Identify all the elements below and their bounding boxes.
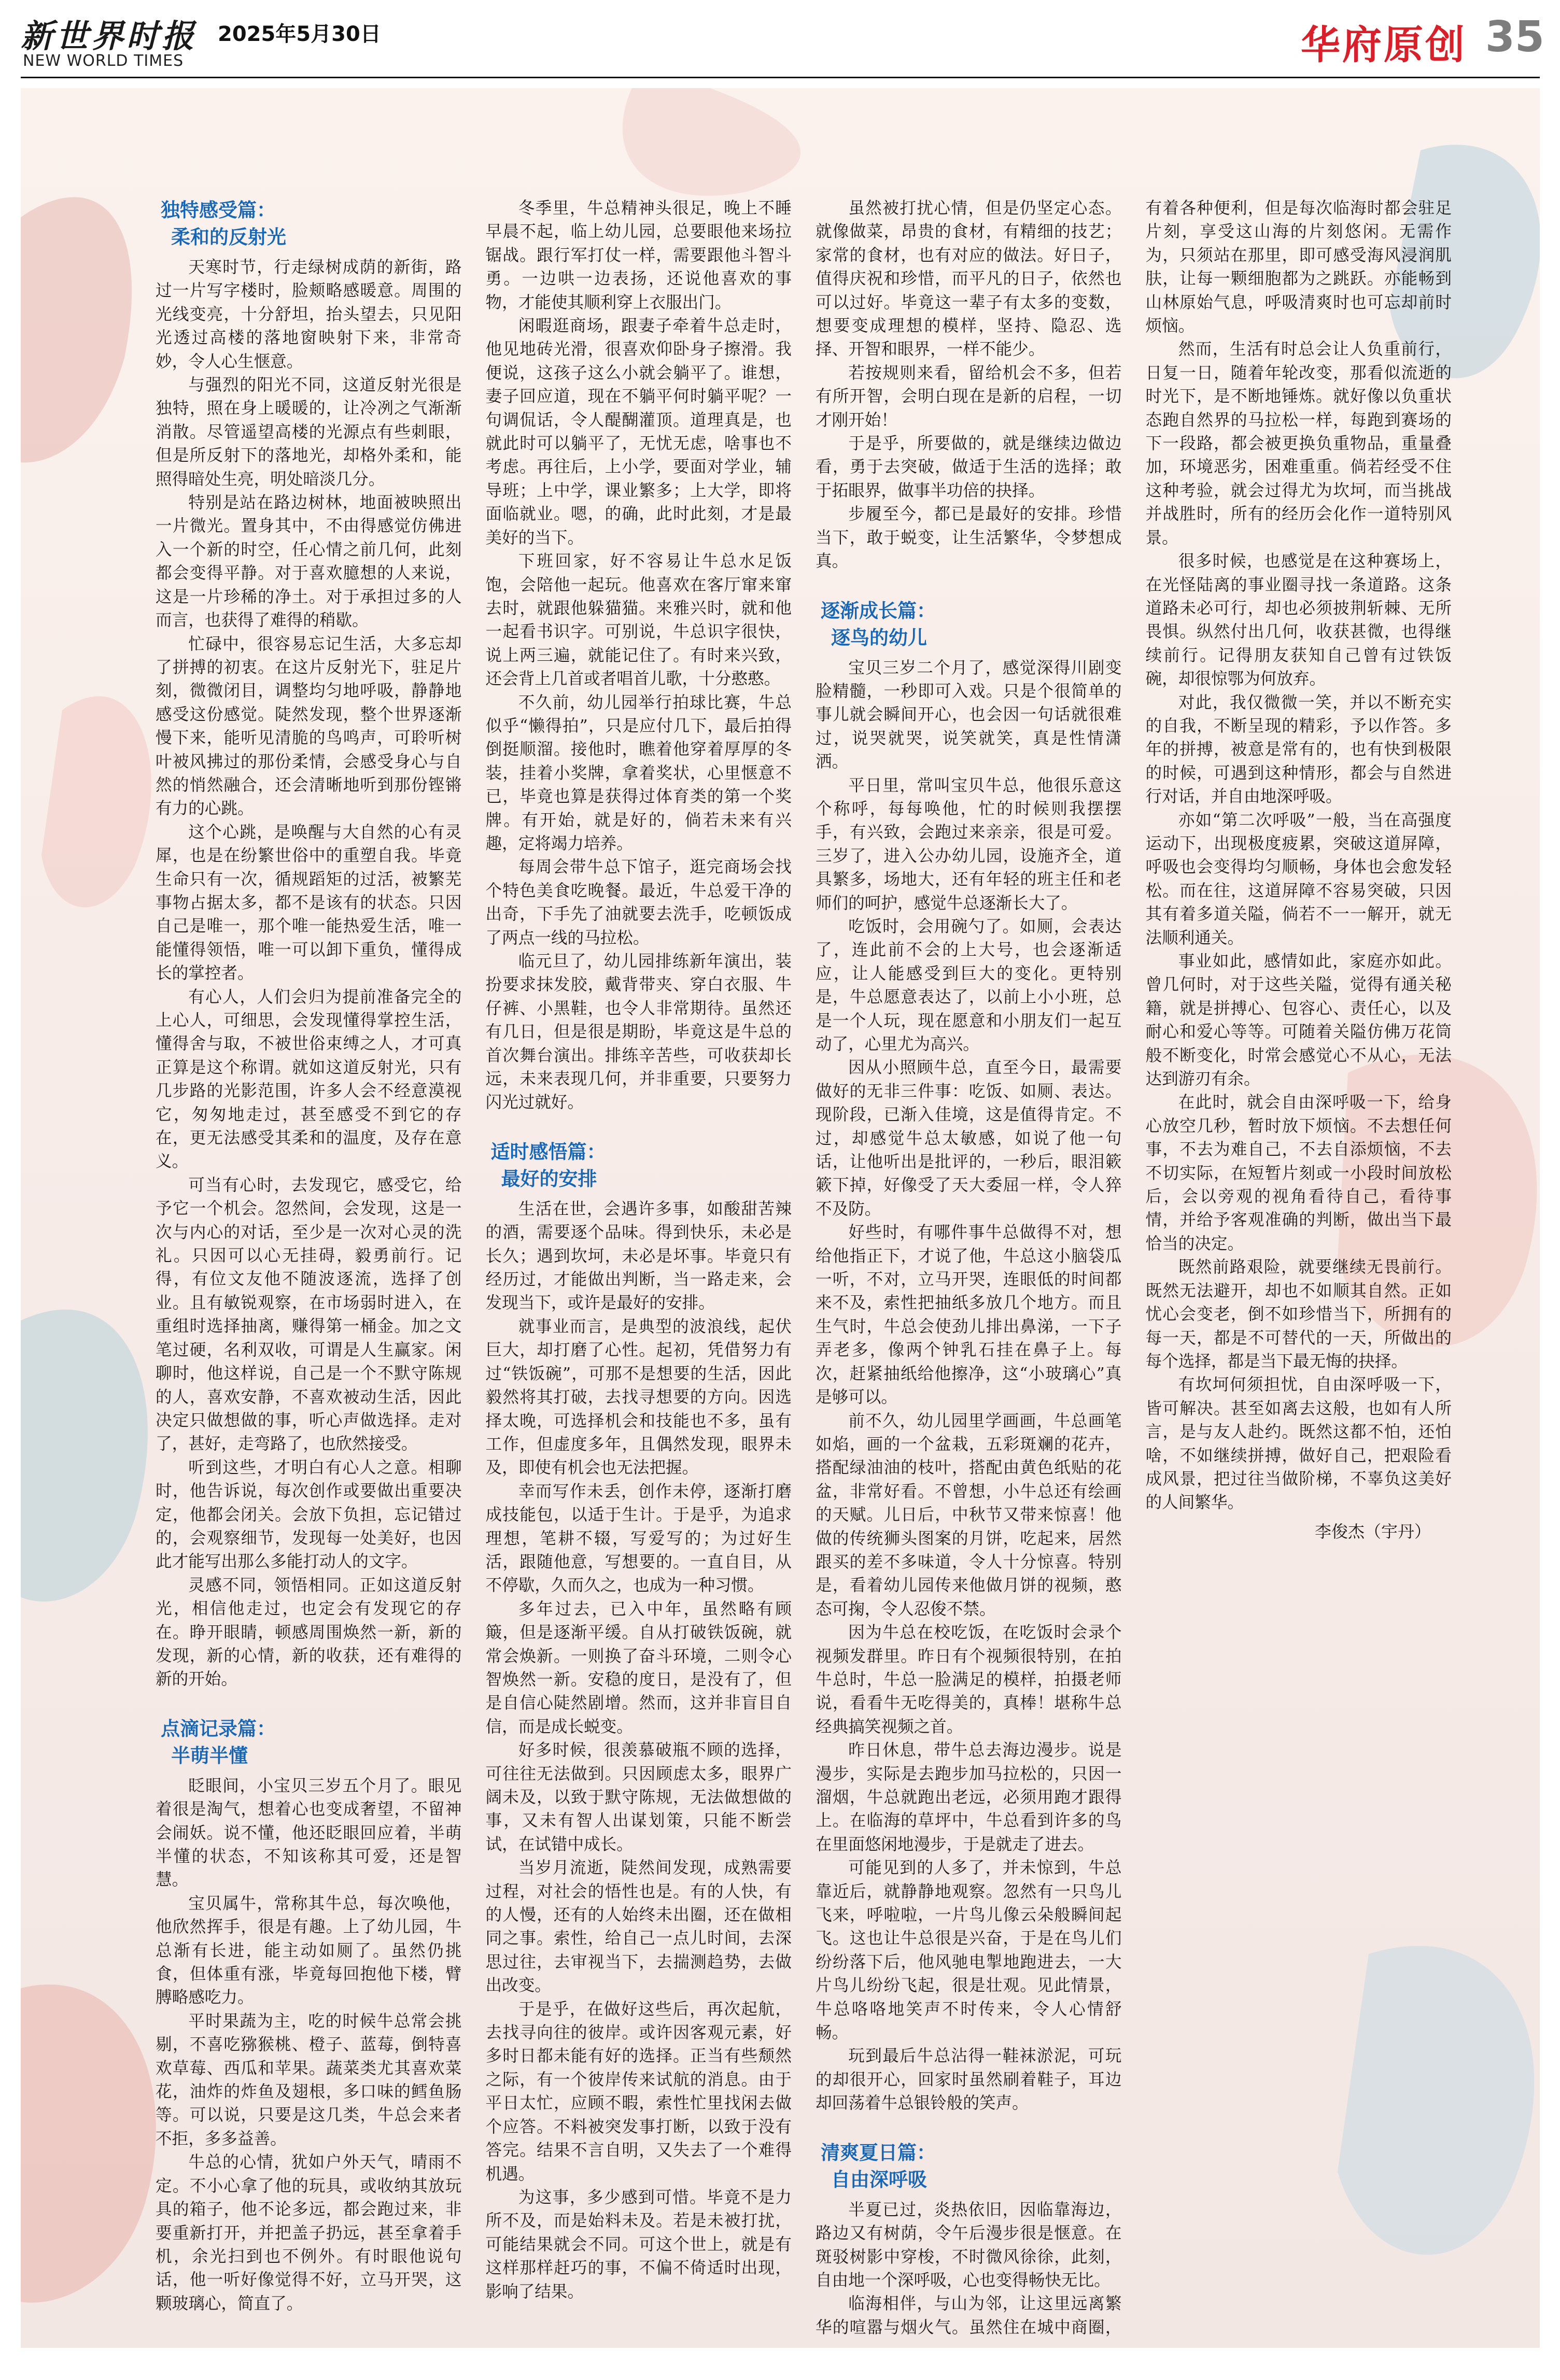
article-paragraph: 每周会带牛总下馆子，逛完商场会找个特色美食吃晚餐。最近，牛总爱干净的出奇，下手先了油就要去洗手，吃顿饭成了两点一线的马拉松。 [485, 858, 792, 947]
article-paragraph: 平日里，常叫宝贝牛总，他很乐意这个称呼，每每唤他，忙的时候则我摆摆手，有兴致，会跑过来亲亲，很是可爱。三岁了，进入公办幼儿园，设施齐全，道具繁多，场地大，还有年轻的班主任和老师们的呵护，感觉牛总逐渐长大了。 [816, 776, 1122, 913]
article-paragraph: 平时果蔬为主，吃的时候牛总常会挑剔，不喜吃猕猴桃、橙子、蓝莓，倒特喜欢草莓、西瓜和苹果。蔬菜类尤其喜欢菜花，油炸的炸鱼及翅根，多口味的鳕鱼肠等。可以说，只要是这几类，牛总会来者不拒，多多益善。 [156, 2011, 462, 2148]
article-subtitle: 自由深呼吸 [831, 2168, 927, 2191]
article-paragraph: 亦如“第二次呼吸”一般，当在高强度运动下，出现极度疲累，突破这道屏障，呼吸也会变得均匀顺畅，身体也会愈发轻松。而在往，这道屏障不容易突破，只因其有着多道关隘，倘若不一一解开，就无法顺利通关。 [1145, 811, 1452, 947]
article-tag: 独特感受篇： [161, 199, 276, 221]
article-paragraph: 不久前，幼儿园举行拍球比赛，牛总似乎“懒得拍”，只是应付几下，最后拍得倒挺顺溜。接他时，瞧着他穿着厚厚的冬装，挂着小奖牌，拿着奖状，心里惬意不已，毕竟也算是获得过体育类的第一个奖牌。有开始，就是好的，倘若未来有兴趣，定将竭力培养。 [485, 693, 792, 853]
article-paragraph: 宝贝三岁二个月了，感觉深得川剧变脸精髓，一秒即可入戏。只是个很简单的事儿就会瞬间开心，也会因一句话就很难过，说哭就哭，说笑就笑，真是性情潇洒。 [816, 658, 1122, 772]
article-paragraph: 对此，我仅微微一笑，并以不断充实的自我，不断呈现的精彩，予以作答。多年的拼搏，被意是常有的，也有快到极限的时候，可遇到这种情形，都会与自然进行对话，并自由地深呼吸。 [1145, 693, 1452, 806]
article-paragraph: 既然前路艰险，就要继续无畏前行。既然无法避开，却也不如顺其自然。正如忧心会变老，倒不如珍惜当下，所拥有的每一天，都是不可替代的一天，所做出的每个选择，都是当下最无悔的抉择。 [1145, 1258, 1452, 1371]
article-heading [156, 1716, 462, 1769]
article-tag: 清爽夏日篇： [821, 2141, 936, 2164]
article-paragraph: 好多时候，很羡慕破瓶不顾的选择，可往往无法做到。只因顾虑太多，眼界广阔未及，以致于默守陈规，无法做想做的事，又未有智人出谋划策，只能不断尝试，在试错中成长。 [485, 1741, 792, 1854]
article-paragraph: 在此时，就会自由深呼吸一下，给身心放空几秒，暂时放下烦恼。不去想任何事，不去为难自己，不去自添烦恼，不去不切实际，在短暂片刻或一小段时间放松后，会以旁观的视角看待自己，看待事情，并给予客观准确的判断，做出当下最恰当的决定。 [1145, 1093, 1452, 1253]
publication-date: 2025年5月30日 [218, 22, 381, 46]
article-paragraph: 事业如此，感情如此，家庭亦如此。曾几何时，对于这些关隘，觉得有通关秘籍，就是拼搏心、包容心、责任心，以及耐心和爱心等等。可随着关隘仿佛万花筒般不断变化，时常会感觉心不从心，无法达到游刃有余。 [1145, 952, 1452, 1089]
article-paragraph: 与强烈的阳光不同，这道反射光很是独特，照在身上暖暖的，让冷冽之气渐渐消散。尽管遥望高楼的光源点有些刺眼，但是所反射下的落地光，却格外柔和，能照得暗处生亮，明处暗淡几分。 [156, 376, 462, 489]
article-paragraph: 因从小照顾牛总，直至今日，最需要做好的无非三件事：吃饭、如厕、表达。现阶段，已渐入佳境，这是值得肯定。不过，却感觉牛总太敏感，如说了他一句话，让他听出是批评的，一秒后，眼泪簌簌下掉，好像受了天大委屈一样，令人猝不及防。 [816, 1058, 1122, 1219]
article-heading [486, 1139, 792, 1193]
article-paragraph: 于是乎，所要做的，就是继续边做边看，勇于去突破，做适于生活的选择；敢于拓眼界，做事半功倍的抉择。 [816, 434, 1122, 500]
masthead-rule [21, 77, 1540, 78]
article-paragraph: 好些时，有哪件事牛总做得不对，想给他指正下，才说了他，牛总这小脑袋瓜一听，不对，立马开哭，连眼低的时间都来不及，索性把抽纸多放几个地方。而且生气时，牛总会使劲儿排出鼻涕，一下子弄老多，像两个钟乳石挂在鼻子上。每次，赶紧抽纸给他擦净，这“小玻璃心”真是够可以。 [816, 1223, 1122, 1407]
article-paragraph: 临海相伴，与山为邻，让这里远离繁华的喧嚣与烟火气。虽然住在城中商圈，有着各种便利，但是每次临海时都会驻足片刻，享受这山海的片刻悠闲。无需作为，只须站在那里，即可感受海风浸润肌肤，让每一颗细胞都为之跳跃。亦能畅到山林原始气息，呼吸清爽时也可忘却前时烦恼。 [816, 199, 1452, 2337]
article-paragraph: 虽然被打扰心情，但是仍坚定心态。就像做菜，昂贵的食材，有精细的技艺；家常的食材，也有对应的做法。好日子，值得庆祝和珍惜，而平凡的日子，依然也可以过好。毕竟这一辈子有太多的变数，想要变成理想的模样，坚持、隐忍、选择、开智和眼界，一样不能少。 [816, 199, 1122, 359]
author-byline: 李俊杰（宇丹） [1314, 1521, 1431, 1541]
article-paragraph: 听到这些，才明白有心人之意。相聊时，他告诉说，每次创作或要做出重要决定，他都会闭关。会放下负担，忘记错过的，会观察细节，发现每一处美好，也因此才能写出那么多能打动人的文字。 [156, 1458, 462, 1571]
article-body [156, 197, 1452, 2348]
article-paragraph: 闲暇逛商场，跟妻子牵着牛总走时，他见地砖光滑，很喜欢仰卧身子擦滑。我便说，这孩子这么小就会躺平了。谁想，妻子回应道，现在不躺平何时躺平呢？一句调侃话，令人醍醐灌顶。道理真是，也就此时可以躺平了，无忧无虑，啥事也不考虑。再往后，上小学，要面对学业，辅导班；上中学，课业繁多；上大学，即将面临就业。嗯，的确，此时此刻，才是最美好的当下。 [485, 317, 792, 547]
article-paragraph: 冬季里，牛总精神头很足，晚上不睡早晨不起，临上幼儿园，总要眼他来场拉锯战。跟行军打仗一样，需要跟他斗智斗勇。一边哄一边表扬，还说他喜欢的事物，才能使其顺利穿上衣服出门。 [485, 199, 792, 312]
article-subtitle: 柔和的反射光 [171, 226, 286, 248]
article-paragraph: 当岁月流逝，陡然间发现，成熟需要过程，对社会的悟性也是。有的人快，有的人慢，还有的人始终未出圈，还在做相同之事。索性，给自己一点儿时间，去深思过往，去审视当下，去揣测趋势，去做出改变。 [485, 1859, 792, 1995]
article-paragraph: 若按规则来看，留给机会不多，但若有所开智，会明白现在是新的启程，一切才刚开始！ [816, 363, 1122, 430]
article-tag: 逐渐成长篇： [821, 599, 936, 622]
page-number: 35 [1485, 12, 1544, 62]
article-tag: 适时感悟篇： [490, 1140, 606, 1163]
masthead [0, 0, 1560, 78]
article-paragraph: 可能见到的人多了，并未惊到，牛总靠近后，就静静地观察。忽然有一只鸟儿飞来，呼啦啦，一片鸟儿像云朵般瞬间起飞。这也让牛总很是兴奋，于是在鸟儿们纷纷落下后，他风驰电掣地跑进去，一大片鸟儿纷纷飞起，很是壮观。见此情景，牛总咯咯地笑声不时传来，令人心情舒畅。 [816, 1859, 1122, 2043]
article-paragraph: 忙碌中，很容易忘记生活，大多忘却了拼搏的初衷。在这片反射光下，驻足片刻，微微闭目，调整均匀地呼吸，静静地感受这份感觉。陡然发现，整个世界逐渐慢下来，能听见清脆的鸟鸣声，可聆听树叶被风拂过的那份柔情，会感受身心与自然的悄然融合，还会清晰地听到那份铿锵有力的心跳。 [156, 634, 462, 818]
article-paragraph: 玩到最后牛总沾得一鞋袜淤泥，可玩的却很开心，回家时虽然刷着鞋子，耳边却回荡着牛总银铃般的笑声。 [816, 2047, 1122, 2113]
article-paragraph: 有心人，人们会归为提前准备完全的上心人，可细思，会发现懂得掌控生活，懂得舍与取，不被世俗束缚之人，才可真正算是这个称谓。就如这道反射光，只有几步路的光影范围，许多人会不经意漠视它，匆匆地走过，甚至感受不到它的存在，更无法感受其柔和的温度，及存在意义。 [156, 987, 462, 1171]
article-tag: 点滴记录篇： [161, 1717, 276, 1740]
article-paragraph: 多年过去，已入中年，虽然略有顾簸，但是逐渐平缓。自从打破铁饭碗，就常会焕新。一则换了奋斗环境，二则令心智焕然一新。安稳的度日，是没有了，但是自信心陡然剧增。然而，这并非盲目自信，而是成长蜕变。 [485, 1599, 792, 1736]
article-paragraph: 幸而写作未丢，创作未停，逐渐打磨成技能包，以适于生计。于是乎，为追求理想，笔耕不辍，写爱写的；为过好生活，跟随他意，写想要的。一直自目，从不停歇，久而久之，也成为一种习惯。 [485, 1482, 792, 1595]
article-paragraph: 灵感不同，领悟相同。正如这道反射光，相信他走过，也定会有发现它的存在。睁开眼睛，顿感周围焕然一新，新的发现，新的心情，新的收获，还有难得的新的开始。 [156, 1576, 462, 1689]
article-paragraph: 眨眼间，小宝贝三岁五个月了。眼见着很是淘气，想着心也变成奢望，不留神会闹妖。说不懂，他还眨眼回应着，半萌半懂的状态，不知该称其可爱，还是智慧。 [156, 1776, 462, 1890]
article-paragraph: 宝贝属牛，常称其牛总，每次唤他，他欣然挥手，很是有趣。上了幼儿园，牛总渐有长进，能主动如厕了。虽然仍挑食，但体重有涨，毕竟每回抱他下楼，臂膊略感吃力。 [156, 1894, 462, 2007]
article-paragraph: 昨日休息，带牛总去海边漫步。说是漫步，实际是去跑步加马拉松的，只因一溜烟，牛总就跑出老远，必须用跑才跟得上。在临海的草坪中，牛总看到许多的鸟在里面悠闲地漫步，于是就走了进去。 [816, 1741, 1122, 1854]
article-paragraph: 很多时候，也感觉是在这种赛场上，在光怪陆离的事业圈寻找一条道路。这条道路未必可行，却也必须披荆斩棘、无所畏惧。纵然付出几何，收获甚微，也得继续前行。记得朋友获知自己曾有过铁饭碗，却很惊鄂为何放弃。 [1145, 552, 1452, 689]
article-paragraph: 前不久，幼儿园里学画画，牛总画笔如焰，画的一个盆栽，五彩斑斓的花卉，搭配绿油油的枝叶，搭配由黄色纸贴的花盆，非常好看。不曾想，小牛总还有绘画的天赋。儿日后，中秋节又带来惊喜！他做的传统狮头图案的月饼，吃起来，居然跟买的差不多味道，令人十分惊喜。特别是，看着幼儿园传来他做月饼的视频，憨态可掬，令人忍俊不禁。 [816, 1411, 1122, 1619]
article-paragraph: 天寒时节，行走绿树成荫的新街，路过一片写字楼时，脸颊略感暖意。周围的光线变亮，十分舒坦，抬头望去，只见阳光透过高楼的落地窗映射下来，非常奇妙，令人心生惬意。 [156, 258, 462, 371]
article-subtitle: 最好的安排 [501, 1167, 597, 1190]
section-name: 华府原创 [1301, 22, 1467, 68]
article-paragraph: 临元旦了，幼儿园排练新年演出，装扮要求抹发胶，戴背带夹、穿白衣服、牛仔裤、小黑鞋，也令人非常期待。虽然还有几日，但是很是期盼，毕竟这是牛总的首次舞台演出。排练辛苦些，可收获却长远，未来表现几何，并非重要，只要努力闪光过就好。 [485, 952, 792, 1112]
article-paragraph: 然而，生活有时总会让人负重前行，日复一日，随着年轮改变，那看似流逝的时光下，是不断地锤炼。就好像以负重状态跑自然界的马拉松一样，每跑到赛场的下一段路，都会被更换负重物品，重量叠加，环境恶劣，困难重重。倘若经受不住这种考验，就会过得尤为坎坷，而当挑战并战胜时，所有的经历会化作一道特别风景。 [1145, 340, 1452, 547]
article-paragraph: 因为牛总在校吃饭，在吃饭时会录个视频发群里。昨日有个视频很特别，在拍牛总时，牛总一脸满足的模样，拍摄老师说，看看牛无吃得美的，真棒！堪称牛总经典搞笑视频之首。 [816, 1623, 1122, 1736]
article-paragraph: 下班回家，好不容易让牛总水足饭饱，会陪他一起玩。他喜欢在客厅窜来窜去时，就跟他躲猫猫。来雅兴时，就和他一起看书识字。可别说，牛总识字很快，说上两三遍，就能记住了。有时来兴致，还会背上几首或者唱首儿歌，十分憨憨。 [485, 552, 792, 689]
article-paragraph: 为这事，多少感到可惜。毕竟不是力所不及，而是始料未及。若是未被打扰，可能结果就会不同。可这个世上，就是有这样那样赶巧的事，不偏不倚适时出现，影响了结果。 [485, 2188, 792, 2301]
article-paragraph: 步履至今，都已是最好的安排。珍惜当下，敢于蜕变，让生活繁华，令梦想成真。 [816, 505, 1122, 571]
article-paragraph: 牛总的心情，犹如户外天气，晴雨不定。不小心拿了他的玩具，或收纳其放玩具的箱子，他不论多远，都会跑过来，非要重新打开，并把盖子扔远，甚至拿着手机，余光扫到也不例外。有时眼他说句话，他一听好像觉得不好，立马开哭，这颗玻璃心，简直了。 [156, 2153, 462, 2313]
article-paragraph: 生活在世，会遇许多事，如酸甜苦辣的酒，需要逐个品味。得到快乐，未必是长久；遇到坎坷，未必是坏事。毕竟只有经历过，才能做出判断，当一路走来，会发现当下，或许是最好的安排。 [485, 1199, 792, 1313]
article-subtitle: 逐鸟的幼儿 [831, 626, 927, 649]
article-paragraph: 就事业而言，是典型的波浪线，起伏巨大，却打磨了心性。起初，凭借努力有过“铁饭碗”，可那不是想要的生活，因此毅然将其打破，去找寻想要的方向。因选择太晚，可选择机会和技能也不多，虽有工作，但虚度多年，且偶然发现，眼界未及，即使有机会也无法把握。 [485, 1317, 792, 1478]
article-paragraph: 可当有心时，去发现它，感受它，给予它一个机会。忽然间，会发现，这是一次与内心的对话，至少是一次对心灵的洗礼。只因可以心无挂碍，毅勇前行。记得，有位文友他不随波逐流，选择了创业。且有敏锐观察，在市场弱时进入，在重组时选择抽离，赚得第一桶金。加之文笔过硬，名利双收，可谓是人生赢家。闲聊时，他这样说，自己是一个不默守陈规的人，喜欢安静，不喜欢被动生活，因此决定只做想做的事，听心声做选择。走对了，甚好，走弯路了，也欣然接受。 [156, 1175, 462, 1454]
paper-name: 新世界时报 [21, 17, 198, 55]
article-paragraph: 这个心跳，是唤醒与大自然的心有灵犀，也是在纷繁世俗中的重塑自我。毕竟生命只有一次，循规蹈矩的过活，被繁芜事物占据太多，都不是该有的状态。只因自己是唯一，那个唯一能热爱生活，唯一能懂得领悟，唯一可以卸下重负，懂得成长的掌控者。 [156, 823, 462, 983]
article-heading [816, 2140, 1122, 2193]
article-paragraph: 吃饭时，会用碗勺了。如厕，会表达了，连此前不会的上大号，也会逐渐适应，让人能感受到巨大的变化。更特别是，牛总愿意表达了，以前上小小班，总是一个人玩，现在愿意和小朋友们一起互动了，心里尤为高兴。 [816, 917, 1122, 1054]
article-subtitle: 半萌半懂 [171, 1744, 248, 1767]
article-heading [816, 598, 1122, 651]
article-paragraph: 有坎坷何须担忧，自由深呼吸一下，皆可解决。甚至如离去这般，也如有人所言，是与友人赴约。既然这都不怕，还怕啥，不如继续拼搏，做好自己，把艰险看成风景，把过往当做阶梯，不辜负这美好的人间繁华。 [1145, 1376, 1452, 1512]
article-paragraph: 于是乎，在做好这些后，再次起航，去找寻向往的彼岸。或许因客观元素，好多时日都未能有好的选择。正当有些颓然之际，有一个彼岸传来试航的消息。由于平日太忙，应顾不暇，索性忙里找闲去做个应答。不料被突发事打断，以致于没有答完。结果不言自明，又失去了一个难得机遇。 [485, 2000, 792, 2184]
paper-name-english: NEW WORLD TIMES [23, 52, 184, 70]
article-paragraph: 半夏已过，炎热依旧，因临靠海边，路边又有树荫，令午后漫步很是惬意。在斑驳树影中穿梭，不时微风徐徐，此刻，自由地一个深呼吸，心也变得畅快无比。 [816, 2200, 1122, 2290]
article-heading [156, 197, 462, 251]
article-paragraph: 特别是站在路边树林，地面被映照出一片微光。置身其中，不由得感觉仿佛进入一个新的时空，任心情之前几何，此刻都会变得平静。对于喜欢臆想的人来说，这是一片珍稀的净土。对于承担过多的人而言，也获得了难得的稍歇。 [156, 493, 462, 630]
